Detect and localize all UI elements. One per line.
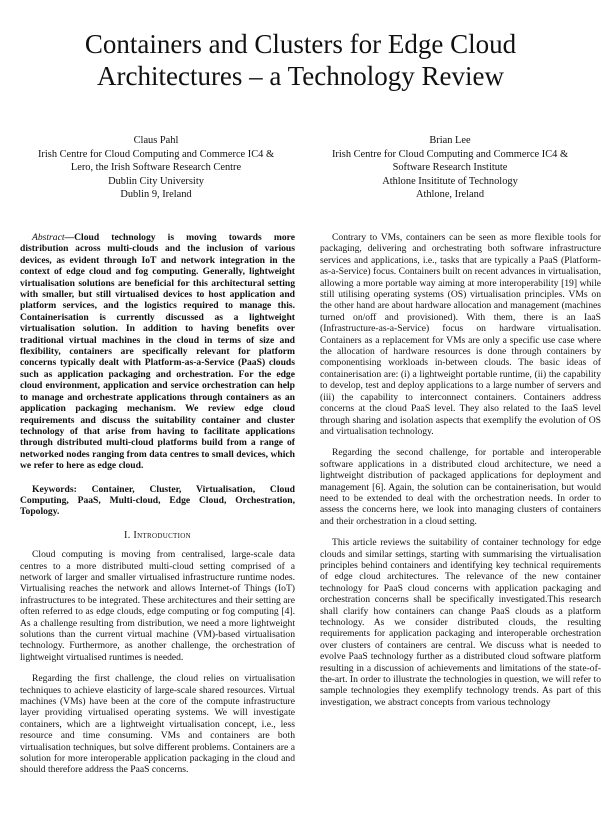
author-affiliation-line: Lero, the Irish Software Research Centre	[70, 162, 242, 174]
abstract	[20, 232, 295, 472]
left-column	[20, 232, 295, 776]
author-affiliation-line: Athlone Insititute of Technology	[382, 175, 518, 187]
author-affiliation-line: Irish Centre for Cloud Computing and Commerce IC4 &	[37, 148, 275, 160]
abstract-text: —Cloud technology is moving towards more distribution across multi-clouds and the inclusion of various devices, as evident through IoT and network integration in the context of edge cloud and fog computing. Generally, lightweight virtualisation solutions are beneficial for this architectural setting with smaller, but still virtualised devices to host application and platform services, and the logistics required to manage this. Containerisation is currently discussed as a lightweight virtualisation solution. In addition to having benefits over traditional virtual machines in the cloud in terms of size and flexibility, containers are specifically relevant for platform concerns typically dealt with Platform-as-a-Service (PaaS) clouds such as application packaging and orchestration. For the edge cloud environment, application and service orchestration can help to manage and orchestrate applications through containers as an application packaging mechanism. We review edge cloud requirements and discuss the suitability container and cluster technology of that arise from having to facilitate applications through distributed multi-cloud platforms build from a range of networked nodes ranging from data centres to small devices, which we refer to here as edge cloud.	[20, 232, 295, 472]
author-block-2	[300, 134, 600, 202]
right-column	[320, 232, 601, 708]
body-paragraph: This article reviews the suitability of container technology for edge clouds and similar settings, starting with summarising the virtualisation principles behind containers and identifying key technical requirements of edge cloud architectures. The relevance of the new container technology for PaaS cloud concerns with application packaging and orchestration concerns shall be specifically investigated.This research shall clarify how containers can change PaaS clouds as a platform technology. As we consider distributed clouds, the resulting requirements for application packaging and interoperable orchestration over clusters of containers are central. We discuss what is needed to evolve PaaS technology further as a distributed cloud software platform resulting in a discussion of achievements and limitations of the state-of-the-art. In order to illustrate the technologies in question, we will refer to sample technologies they exemplify technology trends. As part of this investigation, we abstract concepts from various technology	[320, 537, 601, 708]
author-affiliation-line: Athlone, Ireland	[415, 189, 485, 201]
author-block-1	[6, 134, 306, 202]
author-name: Claus Pahl	[133, 135, 179, 146]
author-affiliation-line: Dublin City University	[108, 175, 204, 187]
intro-paragraph: Regarding the first challenge, the cloud relies on virtualisation techniques to achieve elasticity of large-scale shared resources. Virtual machines (VMs) have been at the core of the compute infrastructure layer providing virtualised operating systems. We will investigate containers, which are a lightweight virtualisation concept, i.e., less resource and time consuming. VMs and containers are both virtualisation techniques, but solve different problems. Containers are a solution for more interoperable application packaging in the cloud and should therefore address the PaaS concerns.	[20, 673, 295, 776]
paper-title: Containers and Clusters for Edge Cloud Architectures – a Technology Review	[84, 29, 517, 91]
abstract-label: Abstract	[32, 232, 65, 243]
intro-paragraph: Cloud computing is moving from centralised, large-scale data centres to a more distributed multi-cloud setting comprised of a network of larger and smaller virtualised infrastructure runtime nodes. Virtualising reaches the network and allows Internet-of Things (IoT) infrastructures to be integrated. These architectures and their setting are often referred to as edge clouds, edge computing or fog computing [4]. As a challenge resulting from distribution, we need a more lightweight solutions than the current virtual machine (VM)-based virtualisation technology. Furthermore, as another challenge, the orchestration of lightweight virtualised runtimes is needed.	[20, 549, 295, 663]
body-paragraph: Regarding the second challenge, for portable and interoperable software applications in a distributed cloud architecture, we need a lightweight distribution of packaged applications for deployment and management [6]. Again, the solution can be containerisation, but would need to be extended to deal with the orchestration needs. In order to assess the concerns here, we look into managing clusters of containers and their orchestration in a cloud setting.	[320, 447, 601, 527]
body-paragraph: Contrary to VMs, containers can be seen as more flexible tools for packaging, delivering and orchestrating both software infrastructure services and applications, i.e., tasks that are typically a PaaS (Platform-as-a-Service) focus. Containers built on recent advances in virtualisation, allowing a more portable way aiming at more interoperability [19] while still utilising operating systems (OS) virtualisation principles. VMs on the other hand are about hardware allocation and management (machines turned on/off and provisioned). With them, there is an IaaS (Infrastructure-as-a-Service) focus on hardware virtualisation. Containers as a replacement for VMs are only a specific use case where the allocation of hardware resources is done through containers by componentising workloads in-between clouds. The basic ideas of containerisation are: (i) a lightweight portable runtime, (ii) the capability to develop, test and deploy applications to a large number of servers and (iii) the capability to interconnect containers. Containers address concerns at the cloud PaaS level. They also related to the IaaS level through sharing and isolation aspects that exemplify the evolution of OS and virtualisation technology.	[320, 232, 601, 437]
author-affiliation-line: Dublin 9, Ireland	[120, 189, 192, 201]
author-affiliation-line: Irish Centre for Cloud Computing and Commerce IC4 &	[331, 148, 569, 160]
author-name: Brian Lee	[429, 135, 471, 146]
author-affiliation-line: Software Research Institute	[392, 162, 508, 174]
keywords: Keywords: Container, Cluster, Virtualisation, Cloud Computing, PaaS, Multi-cloud, Edge Cloud, Orchestration, Topology.	[20, 483, 295, 518]
section-heading: I. Introduction	[124, 529, 191, 541]
